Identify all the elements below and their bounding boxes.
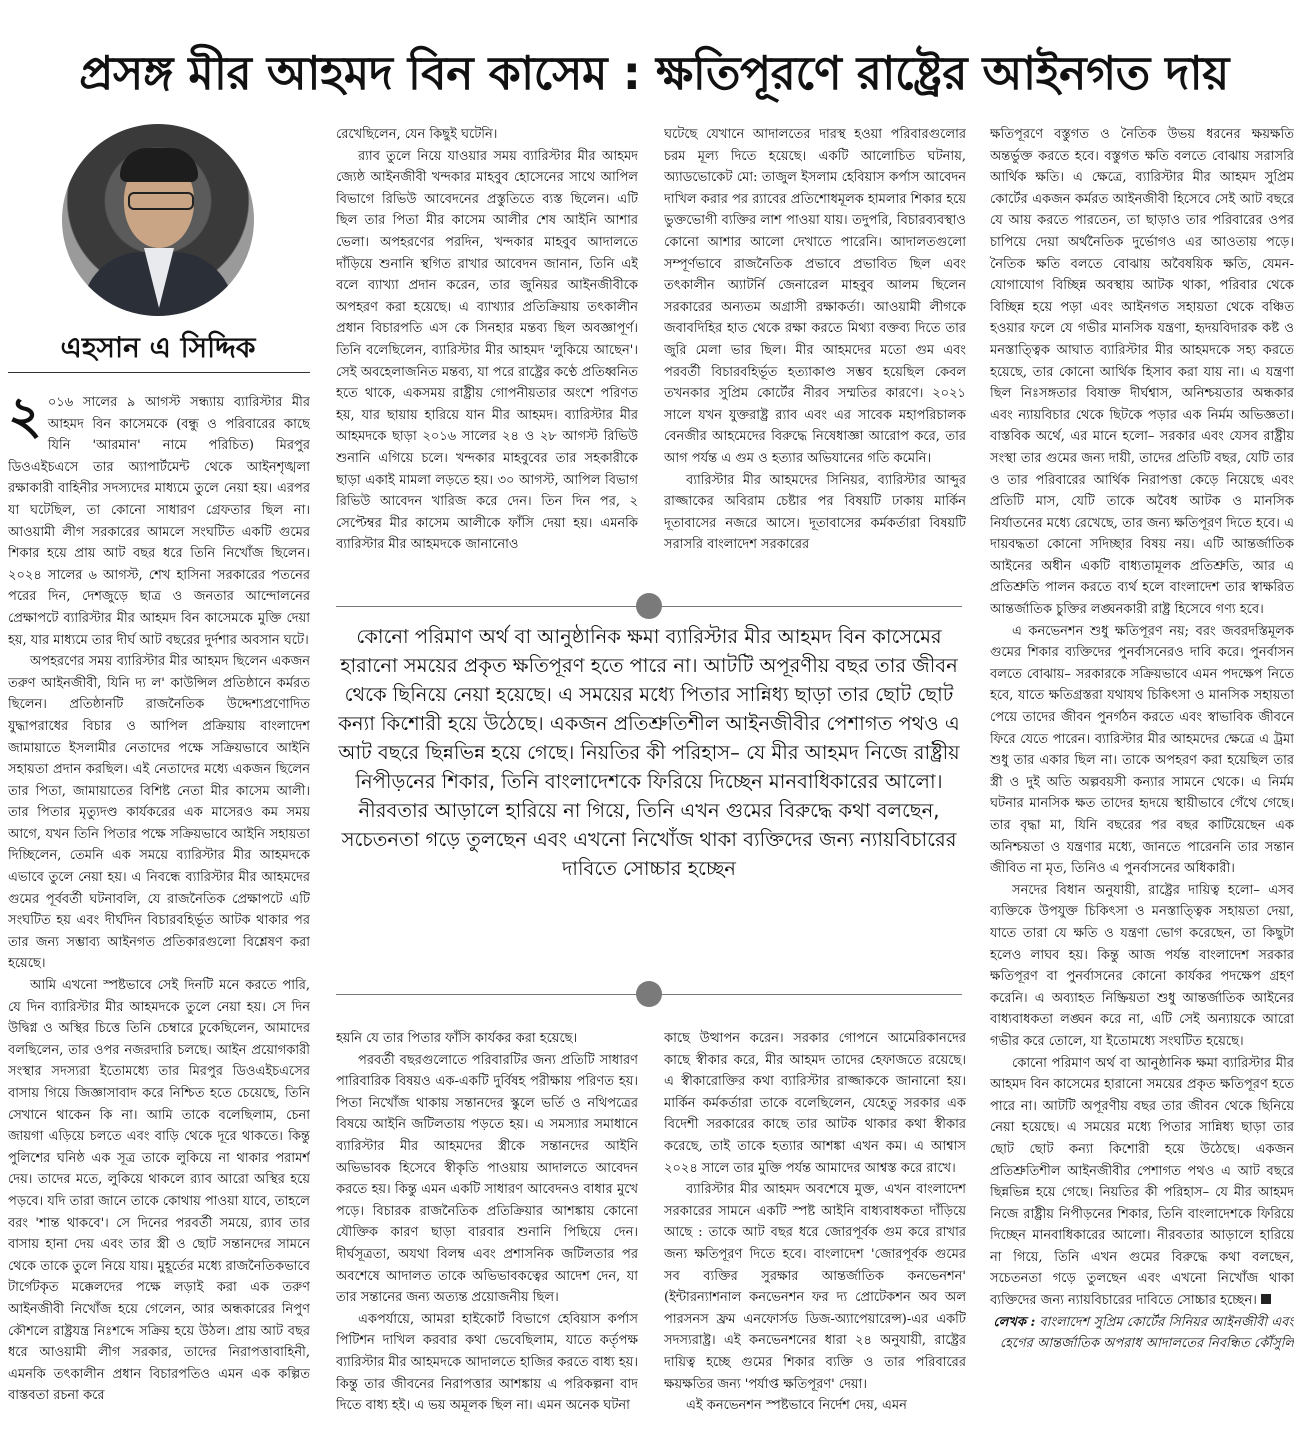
col1-paragraph-1	[8, 392, 310, 651]
photo-glasses	[128, 192, 194, 210]
col2-paragraph-2: র‍্যাব তুলে নিয়ে যাওয়ার সময় ব্যারিস্টার মীর আহমদ জ্যেষ্ঠ আইনজীবী খন্দকার মাহবুব হোসেনের সাথে আপিল বিভাগে রিভিউ আবেদনের প্রস্তুতিতে ব্যস্ত ছিলেন। এটি ছিল তার পিতা মীর কাসেম আলীর শেষ আইনি আশার ভেলা। অপহরণের পরদিন, খন্দকার মাহবুব আদালতে দাঁড়িয়ে শুনানি স্থগিত রাখার আবেদন জানান, তিনি এই বলে ব্যাখ্যা প্রদান করেন, তার জুনিয়র আইনজীবীকে অপহরণ করা হয়েছে। এ ব্যাখ্যার প্রতিক্রিয়ায় তৎকালীন প্রধান বিচারপতি এস কে সিনহার মন্তব্য ছিল অবজ্ঞাপূর্ণ। তিনি বলেছিলেন, ব্যারিস্টার মীর আহমদ 'লুকিয়ে আছেন'। সেই অবহেলাজনিত মন্তব্য, যা পরে রাষ্ট্রের কণ্ঠে প্রতিধ্বনিত হতে থাকে, একসময় রাষ্ট্রীয় গোপনীয়তার অংশে পরিণত হয়, যার ছায়ায় হারিয়ে যান মীর আহমদ। ব্যারিস্টার মীর আহমদকে ছাড়া ২০১৬ সালের ২৪ ও ২৮ আগস্ট রিভিউ শুনানি এগিয়ে চলে। খন্দকার মাহবুবের তার সহকারীকে ছাড়া একাই মামলা লড়তে হয়। ৩০ আগস্ট, আপিল বিভাগ রিভিউ আবেদন খারিজ করে দেন। তিন দিন পর, ২ সেপ্টেম্বর মীর কাসেম আলীকে ফাঁসি দেয়া হয়। এমনকি ব্যারিস্টার মীর আহমদকে জানানোও	[336, 148, 638, 553]
col4-paragraph-1: ক্ষতিপূরণে বস্তুগত ও নৈতিক উভয় ধরনের ক্ষয়ক্ষতি অন্তর্ভুক্ত করতে হবে। বস্তুগত ক্ষতি বলতে বোঝায় সরাসরি আর্থিক ক্ষতি। এ ক্ষেত্রে, ব্যারিস্টার মীর আহমদ সুপ্রিম কোর্টের একজন কর্মরত আইনজীবী হিসেবে সেই আট বছরে যে আয় করতে পারতেন, তা ছাড়াও তার পরিবারের ওপর চাপিয়ে দেয়া অর্থনৈতিক দুর্ভোগও এর আওতায় পড়ে। নৈতিক ক্ষতি বলতে বোঝায় অবৈষয়িক ক্ষতি, যেমন- যোগাযোগ বিচ্ছিন্ন অবস্থায় আটক থাকা, পরিবার থেকে বিচ্ছিন্ন হয়ে পড়া এবং আইনগত সহায়তা থেকে বঞ্চিত হওয়ার ফলে যে গভীর মানসিক যন্ত্রণা, হৃদয়বিদারক কষ্ট ও মনস্তাত্ত্বিক আঘাত ব্যারিস্টার মীর আহমদকে সহ্য করতে হয়েছে, তার কোনো আর্থিক হিসাব করা যায় না। এ যন্ত্রণা ছিল নিঃসঙ্গতার বিষাক্ত দীর্ঘশ্বাস, অনিশ্চয়তার অন্ধকার এবং ন্যায়বিচার থেকে ছিটকে পড়ার এক নির্মম অভিজ্ঞতা। বাস্তবিক অর্থে, এর মানে হলো– সরকার এবং যেসব রাষ্ট্রীয় সংস্থা তার গুমের জন্য দায়ী, তাদের প্রতিটি বছর, যেটি তার ও তার পরিবারের আর্থিক নিরাপত্তা কেড়ে নিয়েছে এবং প্রতিটি মাস, যেটি তাকে অবৈধ আটক ও মানসিক নির্যাতনের মধ্যে রেখেছে, তার জন্য ক্ষতিপূরণ দিতে হবে। এ দায়বদ্ধতা কোনো সদিচ্ছার বিষয় নয়। এটি আন্তর্জাতিক আইনের অধীন একটি বাধ্যতামূলক প্রতিশ্রুতি, আর এ প্রতিশ্রুতি পালন করতে ব্যর্থ হলে বাংলাদেশ তার স্বাক্ষরিত আন্তর্জাতিক চুক্তির লঙ্ঘনকারী রাষ্ট্র হিসেবে গণ্য হবে।	[990, 127, 1294, 618]
credit-text: বাংলাদেশ সুপ্রিম কোর্টের সিনিয়র আইনজীবী এবং হেগের আন্তর্জাতিক অপরাধ আদালতের নিবন্ধিত কৌঁসুলি	[999, 1314, 1294, 1352]
col4-p4-text: কোনো পরিমাণ অর্থ বা আনুষ্ঠানিক ক্ষমা ব্যারিস্টার মীর আহমদ বিন কাসেমের হারানো সময়ের প্রকৃত ক্ষতিপূরণ হতে পারে না। আটটি অপূরণীয় বছর তার জীবন থেকে ছিনিয়ে নেয়া হয়েছে। এ সময়ের মধ্যে পিতার সান্নিধ্য ছাড়া তার ছোট ছোট কন্যা কিশোরী হয়ে উঠেছে। একজন প্রতিশ্রুতিশীল আইনজীবীর পেশাগত পথও এ আট বছরে ছিন্নভিন্ন হয়ে গেছে। নিয়তির কী পরিহাস– যে মীর আহমদ নিজে রাষ্ট্রীয় নিপীড়নের শিকার, তিনি বাংলাদেশকে ফিরিয়ে দিচ্ছেন মানবাধিকারের আলো। নীরবতার আড়ালে হারিয়ে না গিয়ে, তিনি এখন গুমের বিরুদ্ধে কথা বলছেন, সচেতনতা গড়ে তুলছেন এবং এখনো নিখোঁজ থাকা ব্যক্তিদের জন্য ন্যায়বিচারের দাবিতে সোচ্চার হচ্ছেন।	[990, 1055, 1294, 1309]
col3b-paragraph-2: ব্যারিস্টার মীর আহমদ অবশেষে মুক্ত, এখন বাংলাদেশ সরকারের সামনে একটি স্পষ্ট আইনি বাধ্যবাধকতা দাঁড়িয়ে আছে : তাকে আট বছর ধরে জোরপূর্বক গুম করে রাখার জন্য ক্ষতিপূরণ দিতে হবে। বাংলাদেশ 'জোরপূর্বক গুমের সব ব্যক্তির সুরক্ষার আন্তর্জাতিক কনভেনশন' (ইন্টারন্যাশনাল কনভেনশন ফর দ্য প্রোটেকশন অব অল পারসনস ফ্রম এনফোর্সড ডিজ-অ্যাপেয়ারেন্স)-এর একটি সদস্যরাষ্ট্র। এই কনভেনশনের ধারা ২৪ অনুযায়ী, রাষ্ট্রের দায়িত্ব হচ্ছে গুমের শিকার ব্যক্তি ও তার পরিবারের ক্ষয়ক্ষতির জন্য 'পর্যাপ্ত ক্ষতিপূরণ' দেয়া।	[664, 1182, 966, 1392]
credit-label: লেখক :	[993, 1314, 1036, 1330]
col2b-paragraph-2: পরবর্তী বছরগুলোতে পরিবারটির জন্য প্রতিটি সাধারণ পারিবারিক বিষয়ও এক-একটি দুর্বিষহ পরীক্ষায় পরিণত হয়। পিতা নিখোঁজ থাকায় সন্তানদের স্কুলে ভর্তি ও নথিপত্রের বিষয়ে আইনি জটিলতায় পড়তে হয়। এ সমস্যার সমাধানে ব্যারিস্টার মীর আহমদের স্ত্রীকে সন্তানদের আইনি অভিভাবক হিসেবে স্বীকৃতি পাওয়ায় আদালতে আবেদন করতে হয়। কিন্তু এমন একটি সাধারণ আবেদনও বাধার মুখে পড়ে। বিচারক রাজনৈতিক প্রতিক্রিয়ার আশঙ্কায় কোনো যৌক্তিক কারণ ছাড়া বারবার শুনানি পিছিয়ে দেন। দীর্ঘসূত্রতা, অযথা বিলম্ব এবং প্রশাসনিক জটিলতার পর অবশেষে আদালত তাকে অভিভাবকত্বের আদেশ দেন, যা তার সন্তানের জন্য অত্যন্ত প্রয়োজনীয় ছিল।	[336, 1052, 638, 1306]
photo-hair	[120, 148, 198, 182]
end-mark-icon	[1261, 1294, 1271, 1304]
column-1	[8, 392, 310, 1444]
column-3-top	[664, 124, 966, 576]
column-2-top	[336, 124, 638, 576]
col1-paragraph-2: অপহরণের সময় ব্যারিস্টার মীর আহমদ ছিলেন একজন তরুণ আইনজীবী, যিনি দ্য ল' কাউন্সিল প্রতিষ্ঠানে কর্মরত ছিলেন। প্রতিষ্ঠানটি রাজনৈতিক উদ্দেশ্যপ্রণোদিত যুদ্ধাপরাধের বিচার ও আপিল প্রক্রিয়ায় বাংলাদেশ জামায়াতে ইসলামীর নেতাদের পক্ষে সক্রিয়ভাবে আইনি সহায়তা প্রদান করছিল। এই নেতাদের মধ্যে একজন ছিলেন তার পিতা, জামায়াতের বিশিষ্ট নেতা মীর কাসেম আলী। তার পিতার মৃত্যুদণ্ড কার্যকরের এক মাসেরও কম সময় আগে, যখন তিনি পিতার পক্ষে সক্রিয়ভাবে আইনি সহায়তা দিচ্ছিলেন, তেমনি এক সময়ে ব্যারিস্টার মীর আহমদকে এভাবে তুলে নেয়া হয়। এ নিবন্ধে ব্যারিস্টার মীর আহমদের গুমের পূর্ববর্তী ঘটনাবলি, যে রাজনৈতিক প্রেক্ষাপটে এটি সংঘটিত হয় এবং দীর্ঘদিন বিচারবহির্ভূত আটক থাকার পর তার জন্য সম্ভাব্য আইনগত প্রতিকারগুলো বিশ্লেষণ করা হয়েছে।	[8, 654, 310, 972]
col3-paragraph-1: ঘটেছে যেখানে আদালতের দারস্থ হওয়া পরিবারগুলোর চরম মূল্য দিতে হয়েছে। একটি আলোচিত ঘটনায়, অ্যাডভোকেট মো: তাজুল ইসলাম হেবিয়াস কর্পাস আবেদন দাখিল করার পর র‍্যাবের প্রতিশোধমূলক হামলার শিকার হয়ে ভুক্তভোগী ব্যক্তির লাশ পাওয়া যায়। তদুপরি, বিচারব্যবস্থাও কোনো আশার আলো দেখাতে পারেনি। আদালতগুলো সম্পূর্ণভাবে রাজনৈতিক প্রভাবে প্রভাবিত ছিল এবং তৎকালীন অ্যাটর্নি জেনারেল মাহবুব আলম ছিলেন সরকারের অন্যতম অগ্রাসী রক্ষাকর্তা। আওয়ামী লীগকে জবাবদিহির হাত থেকে রক্ষা করতে মিথ্যা বক্তব্য দিতে তার জুরি মেলা ভার ছিল। মীর আহমদের মতো গুম এবং পরবর্তী বিচারবহির্ভূত হত্যাকাণ্ড সম্ভব হয়েছিল কেবল তখনকার সুপ্রিম কোর্টের নীরব সম্মতির কারণে। ২০২১ সালে যখন যুক্তরাষ্ট্র র‍্যাব এবং এর সাবেক মহাপরিচালক বেনজীর আহমেদের বিরুদ্ধে নিষেধাজ্ঞা আরোপ করে, তার আগ পর্যন্ত এ গুম ও হত্যার অভিযানের গতি কমেনি।	[664, 127, 966, 466]
author-photo	[62, 124, 254, 316]
col2b-paragraph-3: একপর্যায়ে, আমরা হাইকোর্ট বিভাগে হেবিয়াস কর্পাস পিটিশন দাখিল করবার কথা ভেবেছিলাম, যাতে কর্তৃপক্ষ ব্যারিস্টার মীর আহমদকে আদালতে হাজির করতে বাধ্য হয়। কিন্তু তার জীবনের নিরাপত্তার আশঙ্কায় এ পরিকল্পনা বাদ দিতে বাধ্য হই। এ ভয় অমূলক ছিল না। এমন অনেক ঘটনা	[336, 1311, 638, 1414]
author-name: এহসান এ সিদ্দিক	[60, 331, 256, 364]
author-credit	[990, 1312, 1294, 1355]
col3-paragraph-2: ব্যারিস্টার মীর আহমদের সিনিয়র, ব্যারিস্টার আব্দুর রাজ্জাকের অবিরাম চেষ্টার পর বিষয়টি ঢাকায় মার্কিন দূতাবাসের নজরে আসে। দূতাবাসের কর্মকর্তারা বিষয়টি সরাসরি বাংলাদেশ সরকারের	[664, 472, 966, 553]
pullquote-top-dot	[636, 593, 662, 619]
headline: প্রসঙ্গ মীর আহমদ বিন কাসেম : ক্ষতিপূরণে রাষ্ট্রের আইনগত দায়	[79, 45, 1229, 100]
pullquote-bottom-dot	[636, 981, 662, 1007]
col3b-paragraph-1: কাছে উত্থাপন করেন। সরকার গোপনে আমেরিকানদের কাছে স্বীকার করে, মীর আহমদ তাদের হেফাজতে রয়েছে। এ স্বীকারোক্তির কথা ব্যারিস্টার রাজ্জাককে জানানো হয়। মার্কিন কর্মকর্তারা তাকে বলেছিলেন, যেহেতু সরকার এক বিদেশী সরকারের কাছে তার আটক থাকার কথা স্বীকার করেছে, তাই তাকে হত্যার আশঙ্কা এখন কম। এ আশ্বাস ২০২৪ সালে তার মুক্তি পর্যন্ত আমাদের আশ্বস্ত করে রাখে।	[664, 1031, 966, 1176]
dropcap: ২	[8, 392, 42, 446]
pullquote: কোনো পরিমাণ অর্থ বা আনুষ্ঠানিক ক্ষমা ব্যারিস্টার মীর আহমদ বিন কাসেমের হারানো সময়ের প্রকৃত ক্ষতিপূরণ হতে পারে না। আটটি অপূরণীয় বছর তার জীবন থেকে ছিনিয়ে নেয়া হয়েছে। এ সময়ের মধ্যে পিতার সান্নিধ্য ছাড়া তার ছোট ছোট কন্যা কিশোরী হয়ে উঠেছে। একজন প্রতিশ্রুতিশীল আইনজীবীর পেশাগত পথও এ আট বছরে ছিন্নভিন্ন হয়ে গেছে। নিয়তির কী পরিহাস– যে মীর আহমদ নিজে রাষ্ট্রীয় নিপীড়নের শিকার, তিনি বাংলাদেশকে ফিরিয়ে দিচ্ছেন মানবাধিকারের আলো। নীরবতার আড়ালে হারিয়ে না গিয়ে, তিনি এখন গুমের বিরুদ্ধে কথা বলছেন, সচেতনতা গড়ে তুলছেন এবং এখনো নিখোঁজ থাকা ব্যক্তিদের জন্য ন্যায়বিচারের দাবিতে সোচ্চার হচ্ছেন	[338, 625, 960, 880]
col3b-paragraph-3: এই কনভেনশন স্পষ্টভাবে নির্দেশ দেয়, এমন	[686, 1398, 907, 1414]
column-3-bottom	[664, 1028, 966, 1442]
col4-paragraph-4	[990, 1053, 1294, 1312]
col2b-paragraph-1: হয়নি যে তার পিতার ফাঁসি কার্যকর করা হয়েছে।	[336, 1031, 578, 1046]
col4-paragraph-2: এ কনভেনশন শুধু ক্ষতিপূরণ নয়; বরং জবরদস্তিমূলক গুমের শিকার ব্যক্তিদের পুনর্বাসনেরও দাবি করে। পুনর্বাসন বলতে বোঝায়– সরকারকে সক্রিয়ভাবে এমন পদক্ষেপ নিতে হবে, যাতে ক্ষতিগ্রস্তরা যথাযথ চিকিৎসা ও মানসিক সহায়তা পেয়ে তাদের জীবন পুনর্গঠন করতে এবং স্বাভাবিক জীবনে ফিরে যেতে পারেন। ব্যারিস্টার মীর আহমদের ক্ষেত্রে এ ট্রমা শুধু তার একার ছিল না। তাকে অপহরণ করা হয়েছিল তার স্ত্রী ও দুই অতি অল্পবয়সী কন্যার সামনে থেকে। এ নির্মম ঘটনার মানসিক ক্ষত তাদের হৃদয়ে স্থায়ীভাবে গেঁথে গেছে। তার বৃদ্ধা মা, যিনি বছরের পর বছর কাটিয়েছেন এক অনিশ্চয়তা ও যন্ত্রণার মধ্যে, জানতে পারেননি তার সন্তান জীবিত না মৃত, তিনিও এ পুনর্বাসনের অধিকারী।	[990, 623, 1294, 877]
author-divider	[8, 372, 310, 373]
col1-p1-text: ০১৬ সালের ৯ আগস্ট সন্ধ্যায় ব্যারিস্টার মীর আহমদ বিন কাসেমকে (বন্ধু ও পরিবারের কাছে যিনি 'আরমান' নামে পরিচিত) মিরপুর ডিওএইচএসে তার অ্যাপার্টমেন্ট থেকে আইনশৃঙ্খলা রক্ষাকারী বাহিনীর সদস্যদের মাধ্যমে তুলে নেয়া হয়। এরপর যা ঘটেছিল, তা কোনো সাধারণ গ্রেফতার ছিল না। আওয়ামী লীগ সরকারের আমলে সংঘটিত একটি গুমের শিকার হয়ে প্রায় আট বছর ধরে তিনি নিখোঁজ ছিলেন। ২০২৪ সালের ৬ আগস্ট, শেখ হাসিনা সরকারের পতনের পরের দিন, দেশজুড়ে ছাত্র ও জনতার আন্দোলনের প্রেক্ষাপটে ব্যারিস্টার মীর আহমদ বিন কাসেমকে মুক্তি দেয়া হয়, যার মাধ্যমে তার দীর্ঘ আট বছরের দুর্দশার অবসান ঘটে।	[8, 395, 310, 648]
col1-paragraph-3: আমি এখনো স্পষ্টভাবে সেই দিনটি মনে করতে পারি, যে দিন ব্যারিস্টার মীর আহমদকে তুলে নেয়া হয়। সে দিন উদ্বিগ্ন ও অস্থির চিত্তে তিনি চেম্বারে ঢুকেছিলেন, আমাদের বলছিলেন, তার ওপর নজরদারি চলছে। আইন প্রয়োগকারী সংস্থার সদস্যরা ইতোমধ্যে তার মিরপুর ডিওএইচএসের বাসায় গিয়ে জিজ্ঞাসাবাদ করে নিশ্চিত হতে চেয়েছে, তিনি সেখানে থাকেন কি না। আমি তাকে বলেছিলাম, চেনা জায়গা এড়িয়ে চলতে এবং বাড়ি থেকে দূরে থাকতে। কিন্তু পুলিশের ঘনিষ্ঠ এক সূত্র তাকে লুকিয়ে না থাকার পরামর্শ দেয়। তাদের মতে, লুকিয়ে থাকলে র‍্যাব আরো অস্থির হয়ে পড়বে। যদি তারা জানে তাকে কোথায় পাওয়া যাবে, তাহলে বরং 'শান্ত থাকবে'। সে দিনের পরবর্তী সময়ে, র‍্যাব তার বাসায় হানা দেয় এবং তার স্ত্রী ও ছোট সন্তানদের সামনে থেকে তাকে তুলে নিয়ে যায়। মুহূর্তের মধ্যে রাজনৈতিকভাবে টার্গেটকৃত মক্কেলদের পক্ষে লড়াই করা এক তরুণ আইনজীবী নিখোঁজ হয়ে গেলেন, আর অন্ধকারের নিপুণ কৌশলে রাষ্ট্রযন্ত্র নিঃশব্দে সক্রিয় হয়ে উঠল। প্রায় আট বছর ধরে আওয়ামী লীগ সরকার, তাদের নিরাপত্তাবাহিনী, এমনকি তৎকালীন প্রধান বিচারপতিও এমন এক কল্পিত বাস্তবতা রচনা করে	[8, 978, 310, 1404]
col4-paragraph-3: সনদের বিধান অনুযায়ী, রাষ্ট্রের দায়িত্ব হলো– এসব ব্যক্তিকে উপযুক্ত চিকিৎসা ও মনস্তাত্ত্বিক সহায়তা দেয়া, যাতে তারা যে ক্ষতি ও যন্ত্রণা ভোগ করেছেন, তা কিছুটা হলেও লাঘব হয়। কিন্তু আজ পর্যন্ত বাংলাদেশ সরকার ক্ষতিপূরণ বা পুনর্বাসনের কোনো কার্যকর পদক্ষেপ গ্রহণ করেনি। এ অব্যাহত নিষ্ক্রিয়তা শুধু আন্তর্জাতিক আইনের বাধ্যবাধকতা লঙ্ঘন করে না, এটি সেই অন্যায়কে আরো গভীর করে তোলে, যা ইতোমধ্যে সংঘটিত হয়েছে।	[990, 882, 1294, 1049]
column-2-bottom	[336, 1028, 638, 1442]
col2-paragraph-1: রেখেছিলেন, যেন কিছুই ঘটেনি।	[336, 127, 498, 142]
column-4	[990, 124, 1294, 1444]
